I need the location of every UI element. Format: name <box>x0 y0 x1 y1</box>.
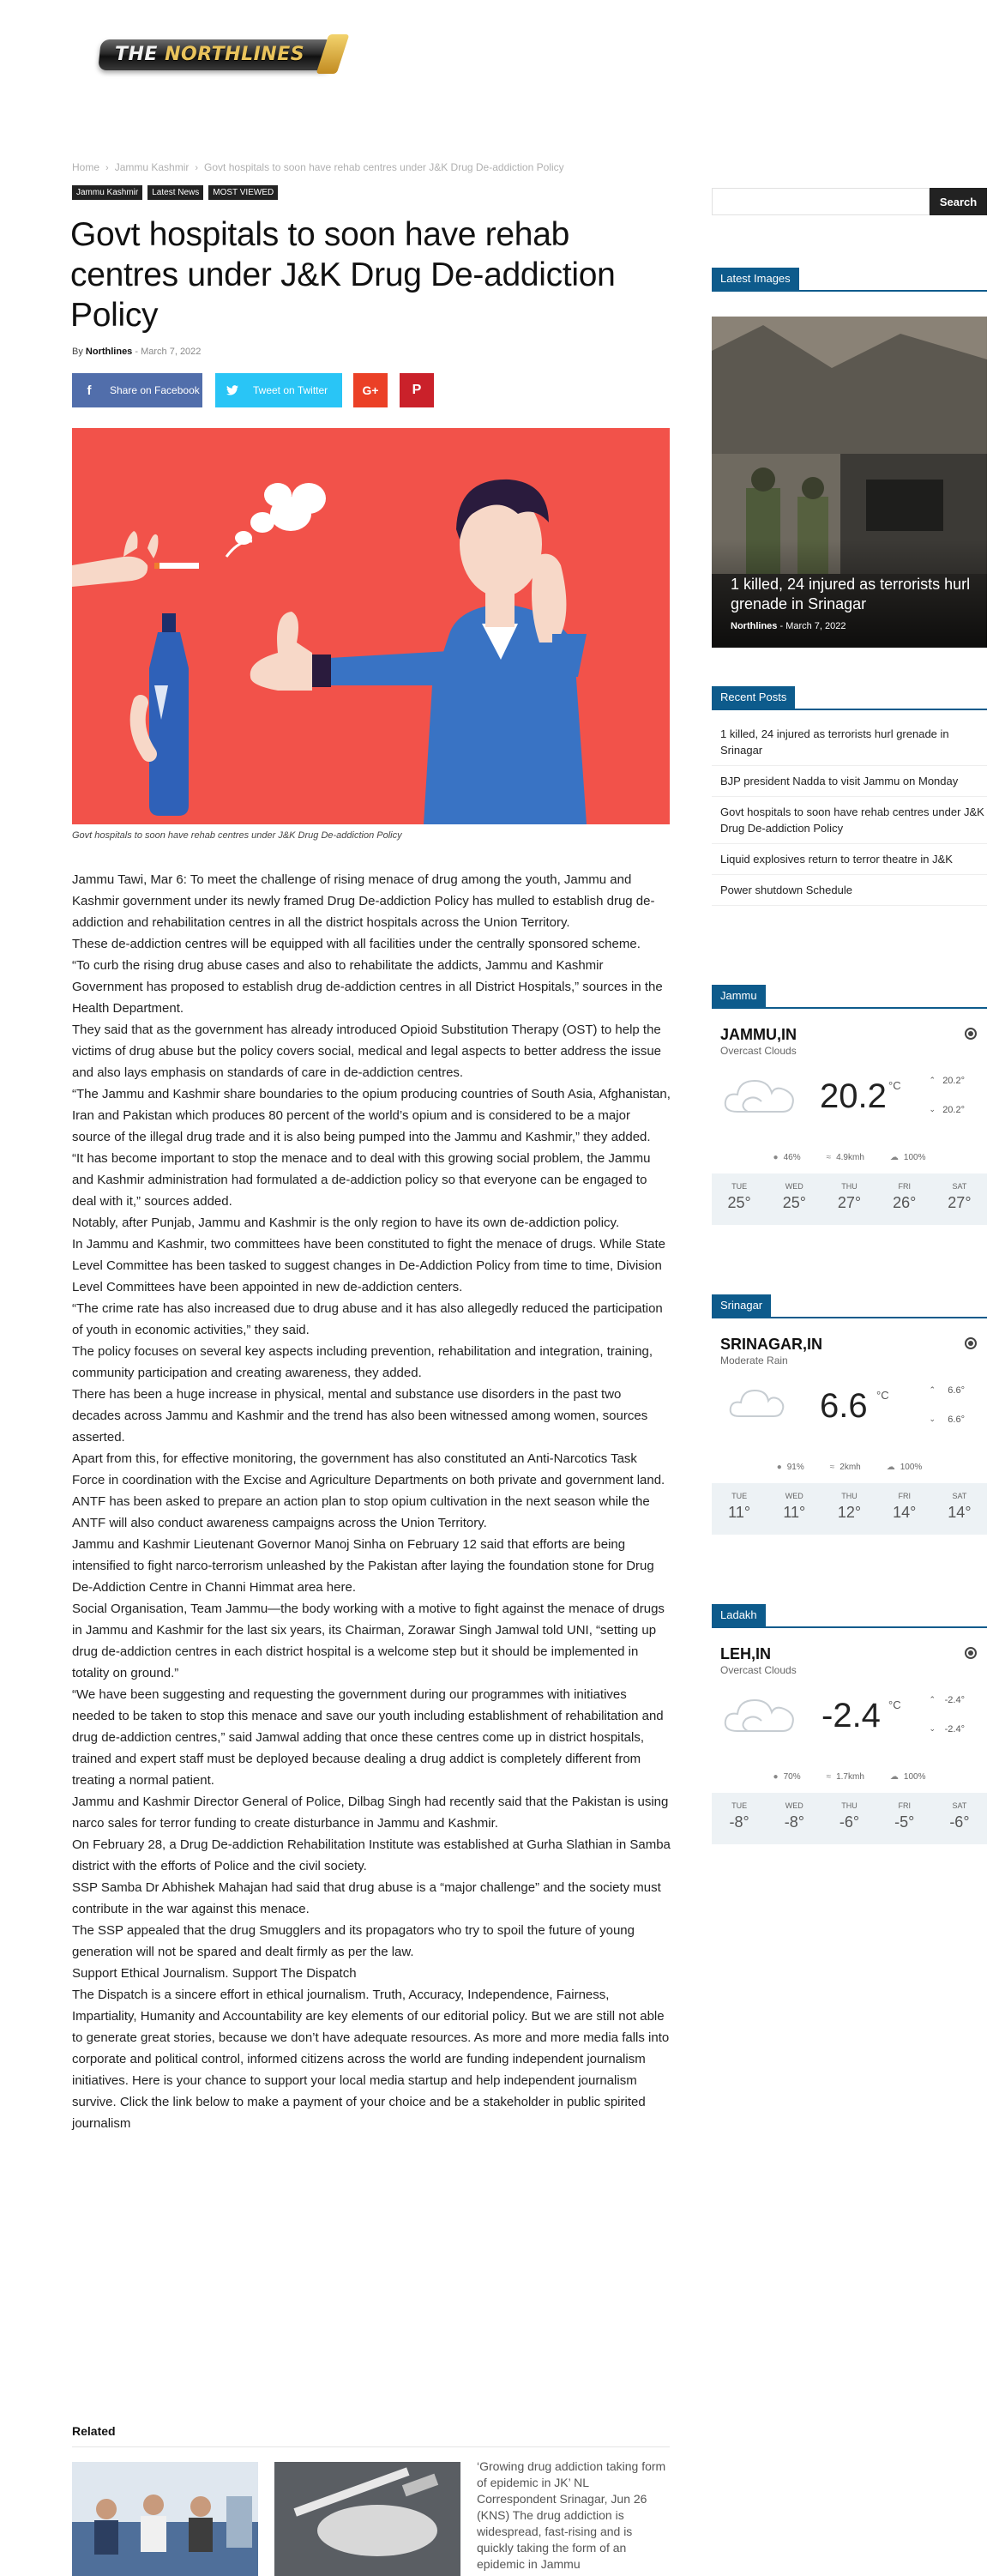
humidity-stat <box>773 1153 801 1162</box>
weather-temperature: -2.4 <box>821 1697 881 1734</box>
forecast-day-name: WED <box>785 1182 803 1191</box>
forecast-day <box>767 1173 821 1225</box>
article-paragraph: Jammu and Kashmir Lieutenant Governor Manoj Sinha on February 12 said that efforts are being intensified to fight narco-terrorism unleashed by the Pakistan after laying the foundation stone for Drug De-Addiction Centre in Channi Himmat area here. <box>72 1537 654 1595</box>
forecast-day-name: SAT <box>952 1801 967 1810</box>
weather-heading: Ladakh <box>712 1604 766 1626</box>
article-body <box>72 869 672 2134</box>
forecast-temp: 14° <box>893 1504 917 1521</box>
recent-post-link[interactable]: 1 killed, 24 injured as terrorists hurl grenade in Srinagar <box>712 719 987 766</box>
hero-caption: Govt hospitals to soon have rehab centres under J&K Drug De-addiction Policy <box>72 830 402 841</box>
weather-city: LEH,IN <box>720 1645 772 1662</box>
cloud-icon <box>722 1072 799 1115</box>
forecast-day <box>767 1483 821 1535</box>
logo-word-the: THE <box>115 44 165 65</box>
related-thumbnail[interactable] <box>72 2462 258 2576</box>
share-pinterest-button[interactable] <box>400 373 434 407</box>
category-tags <box>72 185 278 200</box>
article-paragraph: SSP Samba Dr Abhishek Mahajan had said that drug abuse is a “major challenge” and the society must contribute in the war against this menace. <box>72 1880 661 1916</box>
weather-high: 6.6° <box>948 1385 965 1396</box>
weather-city: SRINAGAR,IN <box>720 1336 823 1353</box>
latest-sep: - <box>777 621 786 631</box>
weather-description: Moderate Rain <box>720 1354 788 1366</box>
weather-stats <box>712 1153 987 1162</box>
divider <box>72 2446 670 2447</box>
article-hero-image <box>72 428 670 824</box>
recent-post-link[interactable]: BJP president Nadda to visit Jammu on Monday <box>712 766 987 797</box>
article-paragraph: The SSP appealed that the drug Smugglers and its propagators who try to spoil the future of young generation will not be spared and dealt firmly as per the law. <box>72 1923 635 1959</box>
wind-value: 1.7kmh <box>836 1772 864 1782</box>
article-date: March 7, 2022 <box>141 347 202 357</box>
forecast-day <box>821 1793 876 1844</box>
weather-description: Overcast Clouds <box>720 1045 797 1057</box>
forecast-day <box>877 1793 932 1844</box>
arrow-up-icon: ⌃ <box>929 1695 936 1704</box>
weather-city: JAMMU,IN <box>720 1026 797 1043</box>
article-paragraph: Notably, after Punjab, Jammu and Kashmir is the only region to have its own de-addiction policy. <box>72 1216 620 1230</box>
forecast-temp: -8° <box>729 1813 749 1831</box>
weather-header <box>712 1604 987 1628</box>
forecast-temp: 26° <box>893 1194 917 1211</box>
latest-image-meta <box>731 621 846 631</box>
weather-header <box>712 1294 987 1318</box>
forecast-temp: -8° <box>784 1813 804 1831</box>
wind-icon: ≈ <box>826 1153 832 1162</box>
forecast-day <box>821 1483 876 1535</box>
breadcrumb-category[interactable]: Jammu Kashmir <box>114 161 190 173</box>
breadcrumb <box>72 161 564 173</box>
chevron-right-icon: › <box>195 163 199 173</box>
tag-jammu-kashmir[interactable]: Jammu Kashmir <box>72 185 142 200</box>
article-paragraph: On February 28, a Drug De-addiction Rehabilitation Institute was established at Gurha Slathian in Samba district with the efforts of Police and the civil society. <box>72 1837 671 1873</box>
cloud-small-icon: ☁ <box>889 1772 899 1782</box>
forecast-temp: 25° <box>727 1194 751 1211</box>
tag-latest-news[interactable]: Latest News <box>147 185 203 200</box>
article-paragraph: “The crime rate has also increased due to drug abuse and it has also allegedly reduced the participation of youth in economic activities,” they said. <box>72 1301 663 1337</box>
weather-widget-ladakh <box>712 1604 987 1870</box>
article-paragraph: The Dispatch is a sincere effort in ethical journalism. Truth, Accuracy, Independence, Fairness, Impartiality, Humanity and Accountability are key elements of our editorial policy. But we are still not able to generate great stories, because we don’t have adequate resources. As more and more media falls into corporate and political control, informed citizens across the world are funding independent journalism initiatives. Here is your chance to support your local media startup and help independent journalism survive. Click the link below to make a payment of your choice and be a stakeholder in public spirited journalism <box>72 1988 670 2131</box>
weather-header <box>712 985 987 1009</box>
cloud-small-icon: ☁ <box>886 1463 895 1472</box>
article-paragraph: “We have been suggesting and requesting the government during our programmes with initiatives needed to be taken to stop this menace and save our youth including establishment of rehabilitation and drug de-addiction centres,” said Jamwal adding that once these centres come up in district hospitals, trained and expert staff must be deployed because dealing a drug addict is completely different from treating a normal patient. <box>72 1687 664 1788</box>
article-paragraph: Apart from this, for effective monitoring, the government has also constituted an Anti-Narcotics Task Force in coordination with the Excise and Agriculture Departments on both private and government land. <box>72 1451 665 1487</box>
search-button[interactable]: Search <box>930 188 987 215</box>
pinterest-icon: P <box>412 383 422 397</box>
latest-author[interactable]: Northlines <box>731 621 778 631</box>
logo-word-northlines: NORTHLINES <box>165 44 305 65</box>
site-logo[interactable] <box>99 33 341 75</box>
weather-low: -2.4° <box>944 1724 965 1734</box>
humidity-icon: ● <box>773 1153 779 1162</box>
arrow-up-icon: ⌃ <box>929 1385 936 1394</box>
breadcrumb-home[interactable]: Home <box>72 161 100 173</box>
article-paragraph: These de-addiction centres will be equipped with all facilities under the centrally sponsored scheme. <box>72 937 641 951</box>
clouds-value: 100% <box>900 1463 923 1472</box>
weather-temperature: 6.6 <box>820 1387 868 1425</box>
forecast-day <box>877 1483 932 1535</box>
weather-unit: °C <box>876 1389 889 1402</box>
forecast-temp: 25° <box>782 1194 806 1211</box>
cloud-small-icon: ☁ <box>889 1153 899 1162</box>
forecast-day-name: FRI <box>898 1492 911 1500</box>
weather-unit: °C <box>888 1698 901 1711</box>
forecast-temp: 27° <box>948 1194 972 1211</box>
weather-high: 20.2° <box>942 1076 965 1086</box>
weather-widget-jammu <box>712 985 987 1251</box>
forecast-day <box>712 1173 767 1225</box>
clouds-stat <box>887 1463 923 1472</box>
article-paragraph: They said that as the government has already introduced Opioid Substitution Therapy (OST) to help the victims of drug abuse but the policy covers social, medical and legal aspects to better address the issue and also lays emphasis on standards of care in de-addiction centres. <box>72 1023 662 1080</box>
article-byline <box>72 347 201 357</box>
weather-high: -2.4° <box>944 1695 965 1705</box>
latest-images-title: Latest Images <box>712 268 799 290</box>
humidity-icon: ● <box>776 1463 782 1472</box>
article-title: Govt hospitals to soon have rehab centres under J&K Drug De-addiction Policy <box>70 216 616 334</box>
share-googleplus-button[interactable] <box>353 373 388 407</box>
forecast-temp: -5° <box>894 1813 915 1831</box>
wind-value: 2kmh <box>840 1463 861 1472</box>
clouds-stat <box>890 1772 926 1782</box>
forecast-day-name: TUE <box>731 1801 748 1810</box>
tag-most-viewed[interactable]: MOST VIEWED <box>208 185 278 200</box>
recent-posts-list <box>712 719 987 906</box>
forecast-day-name: THU <box>841 1801 858 1810</box>
recent-post-link[interactable]: Power shutdown Schedule <box>712 875 987 906</box>
article-paragraph: The policy focuses on several key aspects including prevention, rehabilitation and integration, training, community participation and creating awareness, they added. <box>72 1344 653 1380</box>
humidity-icon: ● <box>773 1772 779 1782</box>
weather-heading: Jammu <box>712 985 766 1007</box>
humidity-value: 91% <box>786 1463 804 1472</box>
wind-stat <box>830 1463 861 1472</box>
weather-low: 6.6° <box>948 1415 965 1425</box>
forecast-day <box>767 1793 821 1844</box>
forecast-day-name: FRI <box>898 1801 911 1810</box>
forecast-day <box>712 1793 767 1844</box>
forecast-day-name: SAT <box>952 1182 967 1191</box>
recent-posts-header <box>712 686 987 710</box>
related-heading: Related <box>72 2424 116 2438</box>
byline-prefix: By <box>72 347 86 357</box>
forecast-day-name: TUE <box>731 1182 748 1191</box>
forecast-day <box>932 1483 987 1535</box>
forecast-day <box>932 1793 987 1844</box>
weather-heading: Srinagar <box>712 1294 771 1317</box>
search-input[interactable] <box>712 188 930 215</box>
recent-posts-title: Recent Posts <box>712 686 795 709</box>
forecast-temp: 27° <box>837 1194 862 1211</box>
share-facebook-label: Share on Facebook <box>110 384 200 396</box>
forecast-day <box>712 1483 767 1535</box>
forecast-day-name: FRI <box>898 1182 911 1191</box>
related-thumbnail[interactable] <box>274 2462 460 2576</box>
weather-temperature: 20.2 <box>820 1077 887 1115</box>
rain-cloud-icon <box>727 1382 787 1425</box>
article-paragraph: ANTF has been asked to prepare an action plan to stop opium cultivation in the next season while the ANTF will also conduct awareness campaigns across the Union Territory. <box>72 1494 650 1530</box>
forecast-day-name: WED <box>785 1801 803 1810</box>
humidity-stat <box>777 1463 804 1472</box>
weather-low: 20.2° <box>942 1105 965 1115</box>
byline-sep: - <box>132 347 141 357</box>
article-paragraph: “The Jammu and Kashmir share boundaries to the opium producing countries of South Asia, Afghanistan, Iran and Pakistan which produces 80 percent of the world’s opium and is considered to be a major source of the illegal drug trade and it is also being pumped into the Jammu and Kashmir,” they added. <box>72 1087 671 1144</box>
article-paragraph: Social Organisation, Team Jammu—the body working with a motive to fight against the menace of drugs in Jammu and Kashmir for the last six years, its Chairman, Zorawar Singh Jamwal told UNI, “setting up drug de-addiction centres in each district hospital is a welcome step but it should be implemented in totality on ground.” <box>72 1602 665 1680</box>
wind-icon: ≈ <box>826 1772 832 1782</box>
google-plus-icon: G+ <box>362 383 379 397</box>
forecast-day-name: TUE <box>731 1492 748 1500</box>
arrow-up-icon: ⌃ <box>929 1076 936 1084</box>
forecast-temp: -6° <box>839 1813 860 1831</box>
humidity-value: 70% <box>783 1772 801 1782</box>
forecast-day-name: SAT <box>952 1492 967 1500</box>
share-twitter-label: Tweet on Twitter <box>253 384 328 396</box>
clouds-stat <box>890 1153 926 1162</box>
chevron-right-icon: › <box>105 163 109 173</box>
weather-forecast <box>712 1173 987 1225</box>
recent-post-link[interactable]: Govt hospitals to soon have rehab centres under J&K Drug De-addiction Policy <box>712 797 987 844</box>
breadcrumb-current: Govt hospitals to soon have rehab centres under J&K Drug De-addiction Policy <box>204 161 564 173</box>
wind-icon: ≈ <box>829 1463 835 1472</box>
forecast-temp: 14° <box>948 1504 972 1521</box>
forecast-day-name: THU <box>841 1492 858 1500</box>
humidity-stat <box>773 1772 801 1782</box>
article-paragraph: “It has become important to stop the menace and to deal with this growing social problem, the Jammu and Kashmir administration had formulated a de-addiction policy so that everyone can be engaged to deal with it,” sources added. <box>72 1151 651 1209</box>
recent-post-link[interactable]: Liquid explosives return to terror theatre in J&K <box>712 844 987 875</box>
weather-stats <box>712 1772 987 1782</box>
share-twitter-button[interactable] <box>215 373 342 407</box>
latest-date: March 7, 2022 <box>785 621 846 631</box>
wind-stat <box>827 1772 864 1782</box>
wind-stat <box>827 1153 864 1162</box>
forecast-day-name: THU <box>841 1182 858 1191</box>
share-facebook-button[interactable] <box>72 373 202 407</box>
article-paragraph: Jammu and Kashmir Director General of Police, Dilbag Singh had recently said that the Pakistan is using narco sales for terror funding to create disturbance in Jammu and Kashmir. <box>72 1795 669 1831</box>
arrow-down-icon: ⌄ <box>929 1105 936 1113</box>
arrow-down-icon: ⌄ <box>929 1724 936 1733</box>
forecast-temp: 12° <box>837 1504 862 1521</box>
latest-images-header <box>712 268 987 292</box>
location-icon[interactable] <box>965 1028 977 1040</box>
location-icon[interactable] <box>965 1337 977 1349</box>
forecast-temp: -6° <box>949 1813 970 1831</box>
forecast-day <box>932 1173 987 1225</box>
cloud-icon <box>722 1692 799 1734</box>
weather-unit: °C <box>888 1079 901 1092</box>
wind-value: 4.9kmh <box>836 1153 864 1162</box>
weather-description: Overcast Clouds <box>720 1664 797 1676</box>
author-link[interactable]: Northlines <box>85 347 133 357</box>
weather-forecast <box>712 1793 987 1844</box>
latest-image-title[interactable]: 1 killed, 24 injured as terrorists hurl grenade in Srinagar <box>731 576 971 612</box>
weather-forecast <box>712 1483 987 1535</box>
forecast-day <box>877 1173 932 1225</box>
weather-widget-srinagar <box>712 1294 987 1560</box>
article-paragraph: In Jammu and Kashmir, two committees have been constituted to fight the menace of drugs. While State Level Committee has been tasked to suggest changes in De-Addiction Policy from time to time, Division Level Committees have been appointed in new de-addiction centers. <box>72 1237 666 1294</box>
article-paragraph: Jammu Tawi, Mar 6: To meet the challenge of rising menace of drug among the youth, Jammu and Kashmir government under its newly framed Drug De-addiction Policy has mulled to establish drug de-addiction and rehabilitation centres in all the district hospitals across the Union Territory. <box>72 872 655 930</box>
humidity-value: 46% <box>783 1153 801 1162</box>
clouds-value: 100% <box>903 1772 926 1782</box>
forecast-day <box>821 1173 876 1225</box>
twitter-icon <box>215 385 250 395</box>
location-icon[interactable] <box>965 1647 977 1659</box>
related-excerpt[interactable]: ‘Growing drug addiction taking form of epidemic in JK’ NL Correspondent Srinagar, Jun 26 (KNS) The drug addiction is widespread, fast-rising and is quickly taking the form of an epidemic in Jammu <box>477 2459 666 2571</box>
facebook-icon: f <box>87 383 92 398</box>
forecast-temp: 11° <box>728 1504 751 1521</box>
forecast-temp: 11° <box>783 1504 806 1521</box>
article-paragraph: “To curb the rising drug abuse cases and also to rehabilitate the addicts, Jammu and Kashmir Government has proposed to establish drug de-addiction centres in all District Hospitals,” sources in the Health Department. <box>72 958 663 1016</box>
clouds-value: 100% <box>903 1153 926 1162</box>
article-paragraph: Support Ethical Journalism. Support The Dispatch <box>72 1966 357 1981</box>
arrow-down-icon: ⌄ <box>929 1415 936 1423</box>
weather-stats <box>712 1463 987 1472</box>
logo-text <box>115 44 304 65</box>
article-paragraph: There has been a huge increase in physical, mental and substance use disorders in the past two decades across Jammu and Kashmir and the trend has also been witnessed among women, sources asserted. <box>72 1387 648 1445</box>
forecast-day-name: WED <box>785 1492 803 1500</box>
